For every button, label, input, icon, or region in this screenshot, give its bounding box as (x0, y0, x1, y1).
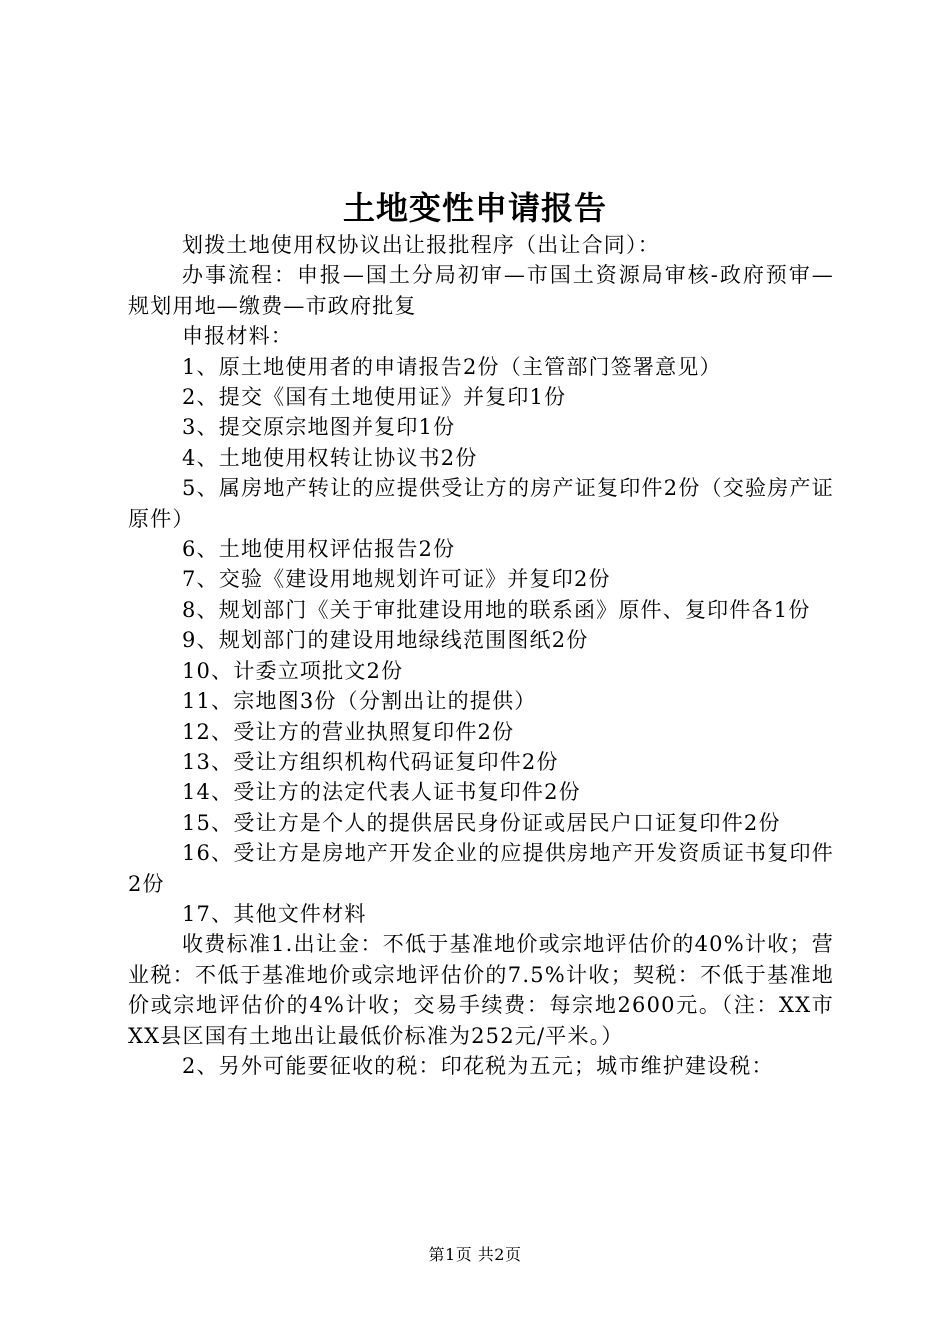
list-item-13: 13、受让方组织机构代码证复印件2份 (182, 749, 559, 774)
other-taxes-paragraph: 2、另外可能要征收的税：印花税为五元；城市维护建设税： (182, 1053, 774, 1078)
paragraph-3: 申报材料： (182, 324, 293, 349)
list-item-1: 1、原土地使用者的申请报告2份（主管部门签署意见） (182, 354, 722, 379)
document-body (128, 230, 834, 1081)
list-item-2: 2、提交《国有土地使用证》并复印1份 (182, 385, 567, 410)
list-item-11: 11、宗地图3份（分割出让的提供） (182, 689, 537, 714)
list-item-12: 12、受让方的营业执照复印件2份 (182, 719, 515, 744)
list-item-6: 6、土地使用权评估报告2份 (182, 537, 456, 562)
list-item-9: 9、规划部门的建设用地绿线范围图纸2份 (182, 628, 589, 653)
document-title: 土地变性申请报告 (342, 189, 607, 227)
list-item-17: 17、其他文件材料 (182, 901, 367, 926)
paragraph-1: 划拨土地使用权协议出让报批程序（出让合同）： (182, 233, 660, 257)
list-item-15: 15、受让方是个人的提供居民身份证或居民户口证复印件2份 (182, 810, 781, 835)
list-item-10: 10、计委立项批文2份 (182, 658, 404, 683)
list-item-16: 16、受让方是房地产开发企业的应提供房地产开发资质证书复印件2份 (128, 841, 834, 896)
list-item-7: 7、交验《建设用地规划许可证》并复印2份 (182, 567, 611, 592)
list-item-3: 3、提交原宗地图并复印1份 (182, 415, 456, 440)
list-item-14: 14、受让方的法定代表人证书复印件2份 (182, 780, 581, 805)
list-item-8: 8、规划部门《关于审批建设用地的联系函》原件、复印件各1份 (182, 597, 811, 622)
list-item-4: 4、土地使用权转让协议书2份 (182, 445, 478, 470)
list-item-5: 5、属房地产转让的应提供受让方的房产证复印件2份（交验房产证原件） (128, 476, 834, 531)
fee-standard-paragraph: 收费标准1.出让金：不低于基准地价或宗地评估价的40%计收；营业税：不低于基准地价或宗地评估价的7.5%计收；契税：不低于基准地价或宗地评估价的4%计收；交易手续费：每宗地2600元。（注：XX市XX县区国有土地出让最低价标准为252元/平米。） (128, 932, 834, 1048)
page-footer: 第1页 共2页 (428, 1245, 522, 1264)
paragraph-2: 办事流程：申报—国土分局初审—市国土资源局审核-政府预审—规划用地—缴费—市政府批复 (128, 263, 834, 318)
